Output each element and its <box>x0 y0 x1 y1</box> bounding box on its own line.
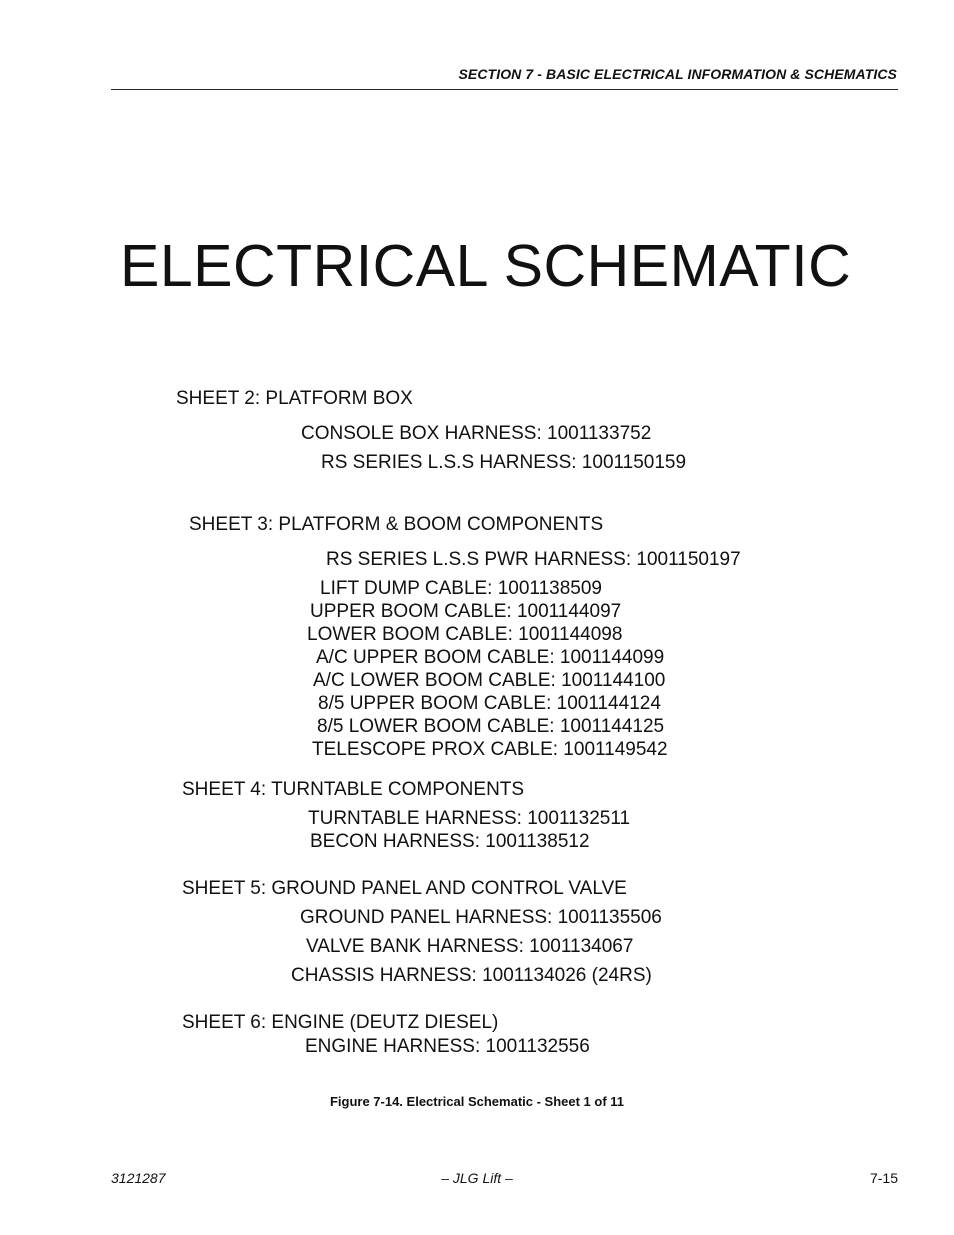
sheet-5-item: VALVE BANK HARNESS: 1001134067 <box>306 936 634 957</box>
sheet-5-item: GROUND PANEL HARNESS: 1001135506 <box>300 907 662 928</box>
page-title: ELECTRICAL SCHEMATIC <box>120 233 852 299</box>
sheet-3-item: A/C LOWER BOOM CABLE: 1001144100 <box>313 670 666 691</box>
sheet-4-item: BECON HARNESS: 1001138512 <box>310 831 590 852</box>
sheet-2-item: RS SERIES L.S.S HARNESS: 1001150159 <box>321 452 687 473</box>
sheet-5-item: CHASSIS HARNESS: 1001134026 (24RS) <box>291 965 652 986</box>
sheet-4-item: TURNTABLE HARNESS: 1001132511 <box>308 808 631 829</box>
sheet-6-item: ENGINE HARNESS: 1001132556 <box>305 1036 590 1057</box>
sheet-6-heading: SHEET 6: ENGINE (DEUTZ DIESEL) <box>182 1012 499 1033</box>
sheet-3-item: 8/5 UPPER BOOM CABLE: 1001144124 <box>318 693 661 714</box>
sheet-2-heading: SHEET 2: PLATFORM BOX <box>176 388 413 409</box>
footer-doc-number: 3121287 <box>111 1170 166 1186</box>
sheet-4-heading: SHEET 4: TURNTABLE COMPONENTS <box>182 779 525 800</box>
sheet-3-item: 8/5 LOWER BOOM CABLE: 1001144125 <box>317 716 665 737</box>
sheet-5-heading: SHEET 5: GROUND PANEL AND CONTROL VALVE <box>182 878 627 899</box>
footer-page-number: 7-15 <box>869 1170 898 1186</box>
sheet-3-item: UPPER BOOM CABLE: 1001144097 <box>310 601 622 622</box>
header-divider <box>111 89 898 90</box>
sheet-3-item: A/C UPPER BOOM CABLE: 1001144099 <box>316 647 665 668</box>
sheet-3-item: TELESCOPE PROX CABLE: 1001149542 <box>312 739 668 760</box>
sheet-3-heading: SHEET 3: PLATFORM & BOOM COMPONENTS <box>189 514 604 535</box>
sheet-3-item: RS SERIES L.S.S PWR HARNESS: 1001150197 <box>326 549 741 570</box>
figure-caption: Figure 7-14. Electrical Schematic - Sheet 1 of 11 <box>329 1094 625 1109</box>
sheet-3-item: LIFT DUMP CABLE: 1001138509 <box>320 578 602 599</box>
section-header-title: SECTION 7 - BASIC ELECTRICAL INFORMATION & SCHEMATICS <box>458 66 897 82</box>
sheet-2-item: CONSOLE BOX HARNESS: 1001133752 <box>301 423 652 444</box>
footer-brand: – JLG Lift – <box>441 1170 513 1186</box>
sheet-3-item: LOWER BOOM CABLE: 1001144098 <box>307 624 623 645</box>
